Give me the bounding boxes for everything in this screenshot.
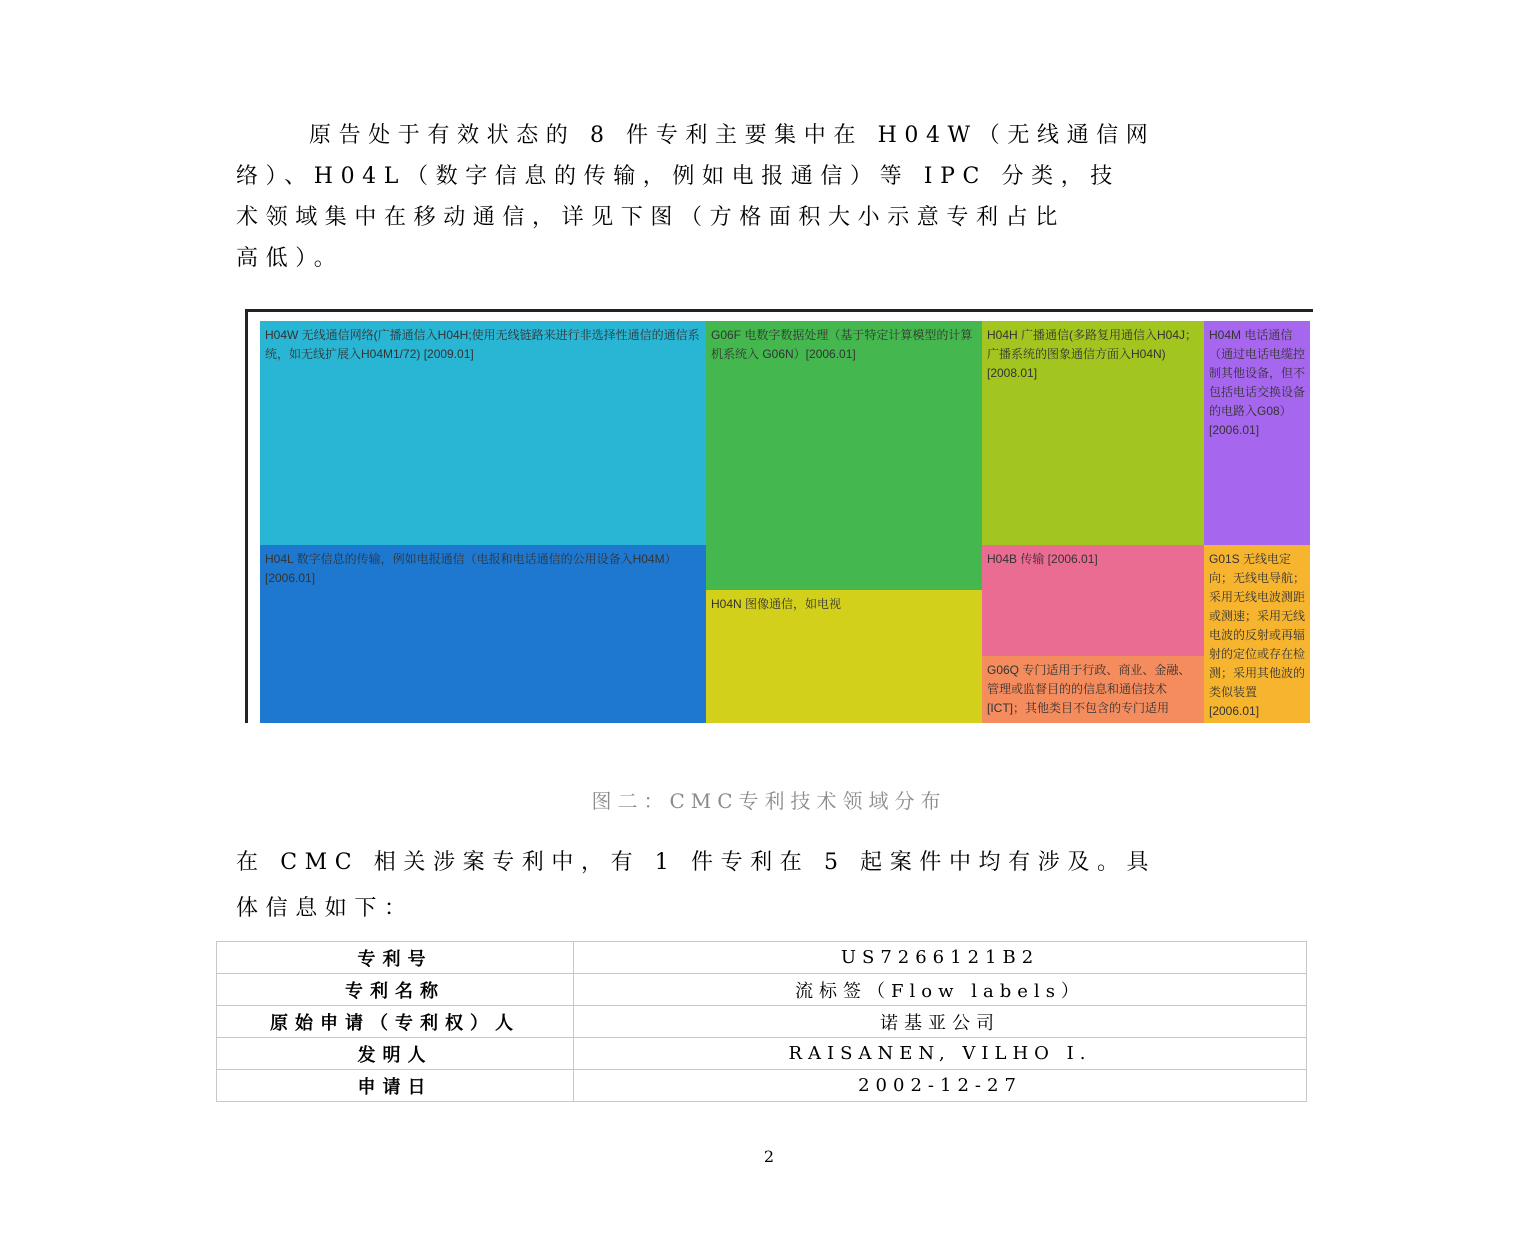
detail-line-2: 体信息如下： [236,896,414,921]
tile-label: H04M 电话通信（通过电话电缆控制其他设备，但不包括电话交换设备的电路入G08）[2006.01] [1209,328,1306,437]
table-row [217,1038,1307,1070]
intro-line-3: 术领域集中在移动通信，详见下图（方格面积大小示意专利占比 [236,205,1065,230]
row-key: 发明人 [217,1038,574,1070]
treemap-tile-g01s [1204,545,1310,723]
row-key: 专利号 [217,942,574,974]
treemap-tile-h04l [260,545,706,723]
patent-info-table [216,941,1307,1102]
treemap-tile-h04w [260,321,706,545]
row-value: 流标签（Flow labels） [574,974,1307,1006]
tile-label: H04N 图像通信，如电视 [711,597,842,611]
tile-label: G01S 无线电定向；无线电导航；采用无线电波测距或测速；采用无线电波的反射或再辐射的定位或存在检测；采用其他波的类似装置[2006.01] [1209,552,1306,718]
treemap-tile-h04m [1204,321,1310,545]
treemap-tile-h04h [982,321,1204,545]
ipc-treemap [245,309,1313,723]
treemap-tile-h04n [706,590,982,723]
row-value: US7266121B2 [574,942,1307,974]
intro-line-4: 高低）。 [236,246,344,271]
intro-line-2: 络）、H04L（数字信息的传输，例如电报通信）等 IPC 分类，技 [236,164,1120,189]
detail-line-1: 在 CMC 相关涉案专利中，有 1 件专利在 5 起案件中均有涉及。具 [236,850,1157,875]
row-key: 专利名称 [217,974,574,1006]
row-value: RAISANEN, VILHO I. [574,1038,1307,1070]
tile-label: G06F 电数字数据处理（基于特定计算模型的计算机系统入 G06N）[2006.01] [711,328,973,361]
tile-label: H04H 广播通信(多路复用通信入H04J；广播系统的图象通信方面入H04N) [2008.01] [987,328,1198,380]
table-row [217,1070,1307,1102]
tile-label: H04B 传输 [2006.01] [987,552,1098,566]
intro-line-1: 原告处于有效状态的 8 件专利主要集中在 H04W（无线通信网 [309,123,1156,148]
table-row [217,974,1307,1006]
page-number: 2 [763,1147,775,1166]
row-key: 申请日 [217,1070,574,1102]
table-row [217,942,1307,974]
row-value: 2002-12-27 [574,1070,1307,1102]
table-row [217,1006,1307,1038]
row-key: 原始申请（专利权）人 [217,1006,574,1038]
tile-label: G06Q 专门适用于行政、商业、金融、管理或监督目的的信息和通信技术[ICT]；其他类目不包含的专门适用 [987,663,1191,715]
tile-label: H04L 数字信息的传输，例如电报通信（电报和电话通信的公用设备入H04M）[2006.01] [265,552,677,585]
figure-caption: 图二：CMC专利技术领域分布 [591,789,947,813]
tile-label: H04W 无线通信网络(广播通信入H04H;使用无线链路来进行非选择性通信的通信系统，如无线扩展入H04M1/72) [2009.01] [265,328,700,361]
treemap-tile-g06q [982,656,1204,723]
row-value: 诺基亚公司 [574,1006,1307,1038]
treemap-tile-g06f [706,321,982,590]
treemap-tile-h04b [982,545,1204,656]
